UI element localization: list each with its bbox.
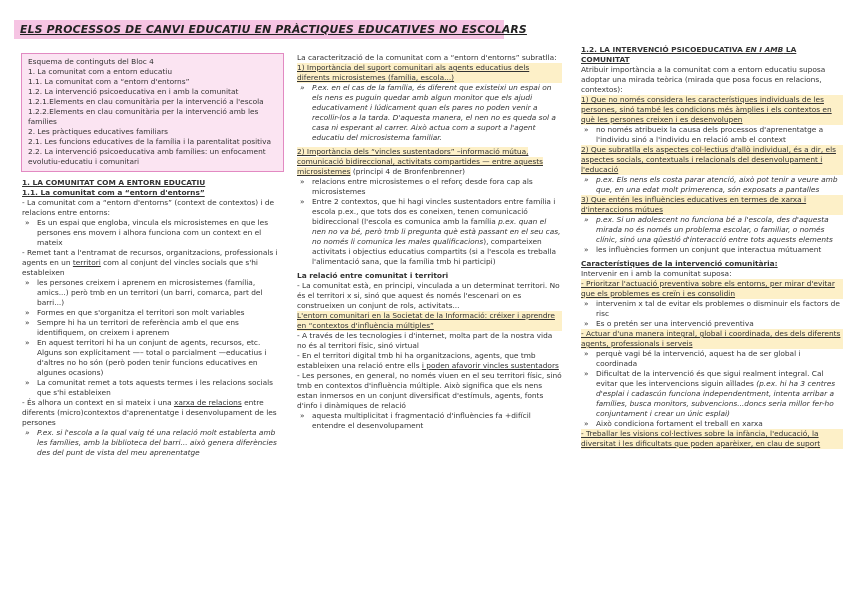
- outline-item: 1.2.2.Elements en clau comunitària per la intervenció amb les famílies: [28, 107, 259, 126]
- bullet-item: » Es un espai que engloba, vincula els microsistemes en que les persones ens movem i alhora funciona com un context en el mateix: [22, 218, 284, 248]
- text-run: Dificultat de la intervenció és que sigui realment integral. Cal evitar que les intervencions siguin aïllades: [596, 369, 824, 388]
- column-1: [22, 53, 284, 458]
- page-title-banner: [14, 20, 527, 39]
- paragraph: Atribuir importància a la comunitat com a entorn educatiu suposa adoptar una mirada teòrica (mirada que posa focus en relacions, contextos):: [581, 65, 826, 94]
- outline-item: 1.2. La intervenció psicoeducativa en i amb la comunitat: [28, 87, 239, 96]
- text-run: p.ex. quan el nen no va bé, però tmb li pregunta què està passant en el seu cas, no només li comunica les males qualificacions: [312, 217, 561, 246]
- bullet-item: [581, 369, 843, 419]
- outline-item: 1. La comunitat com a entorn educatiu: [28, 67, 173, 76]
- contents-outline: [21, 53, 284, 172]
- bullet-item: » relacions entre microsistemes o el reforç desde fora cap als microsistemes: [297, 177, 562, 197]
- bullet-item: » p.ex. Si un adolescent no funciona bé a l'escola, des d'aquesta mirada no és només un problema escolar, o familiar, o només clínic, sinó una qüestió d'interacció entre tots aquests elements: [581, 215, 843, 245]
- bullet-item: » p.ex. Els nens els costa parar atenció, això pot tenir a veure amb que, en una edat molt primerenca, són exposats a pantalles: [581, 175, 843, 195]
- section-heading: 1. LA COMUNITAT COM A ENTORN EDUCATIU: [22, 178, 206, 187]
- text-run: LA COMUNITAT: [581, 45, 797, 64]
- text-run: i poden afavorir vincles sustentadors: [421, 361, 559, 370]
- outline-item: 2. Les pràctiques educatives familiars: [28, 127, 169, 136]
- point-heading: 2) Que subratlla els aspectes col·lectius d'allò individual, és a dir, els aspectes socials, contextuals i relacionals del desenvolupament i l'educació: [581, 145, 843, 175]
- subheading: L'entorn comunitari en la Societat de la Informació: créixer i aprendre en “contextos d'influència múltiples”: [297, 311, 562, 331]
- outline-item: 1.2.1.Elements en clau comunitària per la intervenció a l'escola: [28, 97, 264, 106]
- text-run: Entre 2 contextos, que hi hagi vincles sustentadors entre família i escola p.ex., que tots dos es coneixen, tenen comunicació bidireccional (l'escola es comunica amb la família: [312, 197, 556, 226]
- paragraph: Intervenir en i amb la comunitat suposa:: [581, 269, 732, 278]
- outline-item: 2.1. Les funcions educatives de la família i la parentalitat positiva: [28, 137, 271, 146]
- point-heading: 2) Importància dels “vincles sustentadors” –informació mútua, comunicació bidireccional, activitats compartides — entre aquests microsistemes: [297, 147, 543, 176]
- paragraph: - La comunitat està, en principi, vinculada a un determinat territori. No és el territori x si, sinó que aquest és només l'escenari on es construeixen un conjunt de rols, activitats...: [297, 281, 560, 310]
- bullet-item: » Formes en que s'organitza el territori son molt variables: [22, 308, 284, 318]
- bullet-item: » Es o pretén ser una intervenció preventiva: [581, 319, 843, 329]
- point-heading: 1) Importància del suport comunitari als agents educatius dels diferents microsistemes (família, escola...): [297, 63, 562, 83]
- outline-item: 1.1. La comunitat com a “entorn d'entorns”: [28, 77, 190, 86]
- column-3: [581, 45, 843, 449]
- section-heading: [581, 45, 843, 65]
- paragraph: - Les persones, en general, no només viuen en el seu territori físic, sinó tmb en contextos d'influència múltiple. Això significa que els nens estan inmersos en un conjunt diversificat d'estímuls, agents, fonts d'info i dinàmiques de relació: [297, 371, 562, 410]
- bullet-item: » En aquest territori hi ha un conjunt de agents, recursos, etc. Alguns son explícitament —– total o parcialment —educatius i d'altres no ho són (però poden tenir funcions educatives en algunes ocasions): [22, 338, 284, 378]
- highlighted-term: territori: [72, 258, 101, 267]
- bullet-item: » perquè vagi bé la intervenció, aquest ha de ser global i coordinada: [581, 349, 843, 369]
- text-run: - És alhora un context en si mateix i una: [22, 398, 174, 407]
- paragraph: - Prioritzar l'actuació preventiva sobre els entorns, per mirar d'evitar que els problemes es creïn i es consolidin: [581, 279, 843, 299]
- bullet-item: » intervenim x tal de evitar els problemes o disminuir els factors de risc: [581, 299, 843, 319]
- text-run: - Remet tant a l'entramat de recursos, organitzacions, professionals i agents en un: [22, 248, 278, 267]
- subheading: La relació entre comunitat i territori: [297, 271, 449, 280]
- bullet-item: » Sempre hi ha un territori de referència amb el que ens identifiquem, on creixem i aprenem: [22, 318, 284, 338]
- paragraph: [22, 248, 284, 278]
- bullet-item: » aquesta multiplicitat i fragmentació d'influències fa +difícil entendre el desenvolupament: [297, 411, 562, 431]
- bullet-item: » les influències formen un conjunt que interactua mútuament: [581, 245, 843, 255]
- text-run: ), comparteixen activitats i objectius educatius compartits (si a l'escola es treballa l'alimentació sana, que la família tmb hi participi): [312, 237, 556, 266]
- bullet-item: » La comunitat remet a tots aquests termes i les relacions socials que s'hi estableixen: [22, 378, 284, 398]
- paragraph: [297, 147, 562, 177]
- outline-heading: Esquema de continguts del Bloc 4: [28, 57, 154, 66]
- bullet-item: » P.ex. si l'escola a la qual vaig té una relació molt establerta amb les famílies, amb la biblioteca del barri... això genera diferències des del punt de vista del meu aprenentatge: [22, 428, 284, 458]
- text-run: 1.2. LA INTERVENCIÓ PSICOEDUCATIVA: [581, 45, 746, 54]
- paragraph: [22, 398, 284, 428]
- text-run: EN I AMB: [745, 45, 784, 54]
- column-2: [297, 53, 562, 431]
- bullet-item: » no només atribueix la causa dels processos d'aprenentatge a l'individu sinó a l'individu en relació amb el context: [581, 125, 843, 145]
- point-heading: 1) Que no només considera les característiques individuals de les persones, sinó també les condicions més àmplies i els contextos en què les persones creixen i es desenvolupen: [581, 95, 843, 125]
- bullet-item: » Això condiciona fortament el treball en xarxa: [581, 419, 843, 429]
- text-run: com al conjunt del vincles socials que s'hi estableixen: [22, 258, 258, 277]
- text-run: (p.ex. hi ha 3 centres d'esplai i cadascún funciona independentment, intenta arribar a famílies, busca monitors, subvencions...doncs seria millor fer-ho conjuntament i crear un únic esplai): [596, 379, 836, 418]
- point-heading: 3) Que entén les influències educatives en termes de xarxa i d'interaccions mútues: [581, 195, 843, 215]
- bullet-item: [297, 197, 562, 267]
- paragraph: [297, 351, 562, 371]
- subheading: Característiques de la intervenció comunitària:: [581, 259, 778, 268]
- paragraph: - Actuar d'una manera integral, global i coordinada, des dels diferents agents, professionals i serveis: [581, 329, 843, 349]
- bullet-item: » les persones creixem i aprenem en microsistemes (família, amics...) però tmb en un territori (un barri, comarca, part del barri...): [22, 278, 284, 308]
- outline-item: 2.2. La intervenció psicoeducativa amb famílies: un enfocament evolutiu-educatiu i comunitari: [28, 147, 266, 166]
- paragraph: - A través de les tecnologies i d'internet, molta part de la nostra vida no és al territori físic, sinó virtual: [297, 331, 553, 350]
- text-run: entre diferents (micro)contextos d'aprenentatge i desenvolupament de les persones: [22, 398, 277, 427]
- paragraph: - La comunitat com a “entorn d'entorns” (context de contextos) i de relacions entre entorns:: [22, 198, 275, 217]
- bullet-item: » P.ex. en el cas de la família, és diferent que existeixi un espai on els nens es puguin quedar amb algun monitor que els ajudi educativament i lúdicament quan els pares no poden venir a recollir-los a la tarda. D'aquesta manera, el nen no es queda sol a casa ni esperant al carrer. Això actua com a suport a l'agent educatiu del microsistema familiar.: [297, 83, 562, 143]
- highlighted-term: xarxa de relacions: [173, 398, 242, 407]
- paragraph: - Treballar les visions col·lectives sobre la infància, l'educació, la diversitat i les dificultats que poden aparèixer, en clau de suport: [581, 429, 843, 449]
- page-title: ELS PROCESSOS DE CANVI EDUCATIU EN PRÀCTIQUES EDUCATIVES NO ESCOLARS: [20, 23, 527, 36]
- text-run: (principi 4 de Bronfenbrenner): [350, 167, 466, 176]
- subsection-heading: 1.1. La comunitat com a “entorn d'entorns”: [22, 188, 205, 197]
- text-run: - En el territori digital tmb hi ha organitzacions, agents, que tmb estableixen una relació entre ells: [297, 351, 536, 370]
- paragraph: La caracterització de la comunitat com a “entorn d'entorns” subratlla:: [297, 53, 557, 62]
